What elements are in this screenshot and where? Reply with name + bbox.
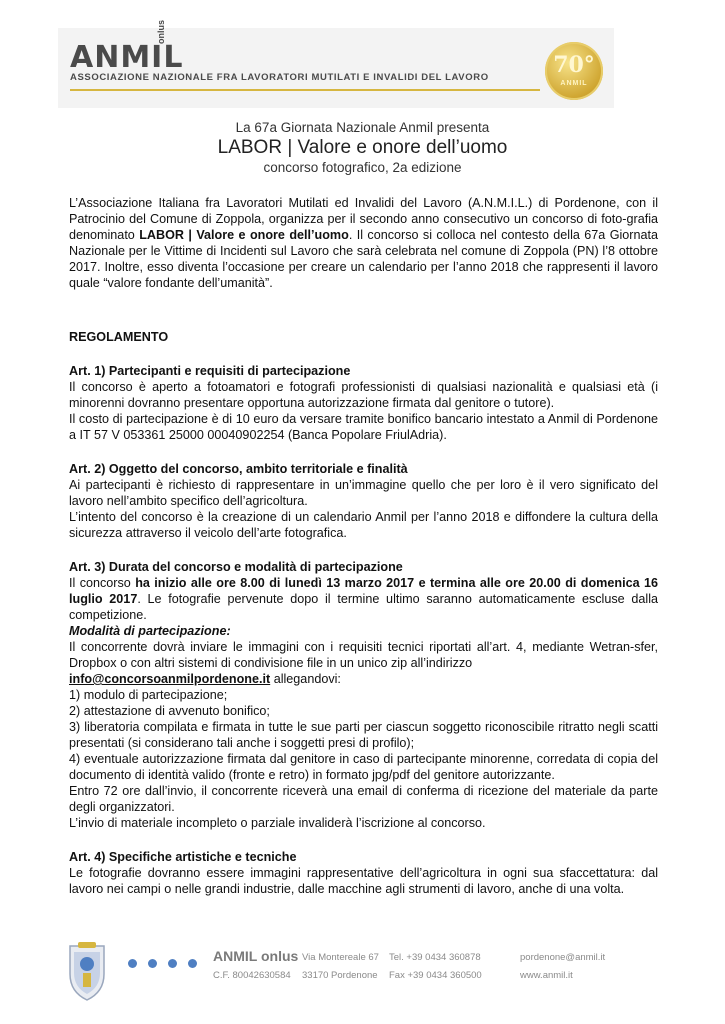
footer-dot xyxy=(148,959,157,968)
email-line xyxy=(69,671,658,687)
intro-line: La 67a Giornata Nazionale Anmil presenta xyxy=(235,120,490,135)
page-subtitle: concorso fotografico, 2a edizione xyxy=(263,160,462,175)
dates-text: ha inizio alle ore 8.00 di lunedì 13 marzo 2017 e termina alle ore 20.00 di domenica 16 luglio 2017 xyxy=(69,576,658,606)
footer-dot xyxy=(188,959,197,968)
text: L’Associazione Italiana fra Lavoratori Mutilati ed Invalidi del Lavoro (A.N.M.I.L.) di Pordenone, con il Patrocinio del Comune di Zoppola, organizza per il secondo anno consecutivo un concorso di foto-grafia denominato xyxy=(69,196,658,242)
contest-name: LABOR | Valore e onore dell’uomo xyxy=(139,228,349,242)
heading-text: Modalità di partecipazione: xyxy=(69,624,231,638)
list-item: 4) eventuale autorizzazione firmata dal genitore in caso di partecipante minorenne, corredata di copia del documento di identità valido (fronte e retro) in formato jpg/pdf del genitore autorizzante. xyxy=(69,752,658,782)
text: Il concorso xyxy=(69,576,136,590)
heading-text: REGOLAMENTO xyxy=(69,330,169,344)
incomplete-paragraph: L’invio di materiale incompleto o parziale invaliderà l’iscrizione al concorso. xyxy=(69,816,486,830)
document-body xyxy=(69,195,658,897)
footer-city: 33170 Pordenone xyxy=(302,970,378,981)
intro-paragraph xyxy=(69,195,658,291)
confirmation-paragraph: Entro 72 ore dall’invio, il concorrente riceverà una email di conferma di ricezione del materiale da parte degli organizzatori. xyxy=(69,784,658,814)
text: . Le fotografie pervenute dopo il termine ultimo saranno automaticamente escluse dalla competizione. xyxy=(69,592,658,622)
art2-paragraph-2: L’intento del concorso è la creazione di un calendario Anmil per l’anno 2018 e diffondere la cultura della sicurezza attraverso il veicolo dell’arte fotografica. xyxy=(69,510,658,540)
anmil-logo: ANMIL xyxy=(70,40,184,75)
art4-title xyxy=(69,849,658,865)
footer-dot xyxy=(128,959,137,968)
letterhead xyxy=(58,20,614,108)
footer-address: Via Montereale 67 xyxy=(302,952,379,963)
anmil-crest-icon xyxy=(66,940,108,1002)
art1-paragraph-2: Il costo di partecipazione è di 10 euro da versare tramite bonifico bancario intestato a Anmil di Pordenone a IT 57 V 053361 25000 00040902254 (Banca Popolare FriulAdria). xyxy=(69,412,658,442)
modalita-title xyxy=(69,623,658,639)
footer xyxy=(0,930,725,1024)
list-item: 2) attestazione di avvenuto bonifico; xyxy=(69,704,270,718)
badge-text: ANMIL xyxy=(560,80,588,87)
art3-paragraph xyxy=(69,575,658,623)
heading-text: Art. 2) Oggetto del concorso, ambito territoriale e finalità xyxy=(69,462,408,476)
heading-text: Art. 1) Partecipanti e requisiti di partecipazione xyxy=(69,364,351,378)
footer-dot xyxy=(168,959,177,968)
heading-text: Art. 4) Specifiche artistiche e tecniche xyxy=(69,850,297,864)
heading-text: Art. 3) Durata del concorso e modalità di partecipazione xyxy=(69,560,403,574)
text: allegandovi: xyxy=(270,672,341,686)
art1-paragraph-1: Il concorso è aperto a fotoamatori e fotografi professionisti di qualsiasi nazionalità e qualsiasi età (i minorenni dovranno presentare opportuna autorizzazione firmata dal genitore o tutore). xyxy=(69,380,658,410)
art4-paragraph: Le fotografie dovranno essere immagini rappresentative dell’agricoltura in ogni sua sfaccettatura: dal lavoro nei campi o nelle grandi industrie, dalle macchine agli strumenti di lavoro, anche di una volta. xyxy=(69,866,658,896)
modalita-paragraph: Il concorrente dovrà inviare le immagini con i requisiti tecnici riportati all’art. 4, mediante Wetran-sfer, Dropbox o con altri sistemi di condivisione file in un unico zip all’indirizzo xyxy=(69,640,658,670)
list-item: 1) modulo di partecipazione; xyxy=(69,688,228,702)
footer-tel: Tel. +39 0434 360878 xyxy=(389,952,481,963)
art1-title xyxy=(69,363,658,379)
footer-org-name: ANMIL onlus xyxy=(213,948,299,964)
footer-email-link[interactable]: pordenone@anmil.it xyxy=(520,952,606,963)
badge-number: 70° xyxy=(553,52,595,78)
footer-website-link[interactable]: www.anmil.it xyxy=(520,970,573,981)
intro-block xyxy=(0,120,725,176)
association-name: ASSOCIAZIONE NAZIONALE FRA LAVORATORI MUTILATI E INVALIDI DEL LAVORO xyxy=(70,72,489,83)
footer-cf: C.F. 80042630584 xyxy=(213,970,291,981)
text: . Il concorso si colloca nel contesto della 67a Giornata Nazionale per le Vittime di Incidenti sul Lavoro che sarà celebrata nel comune di Zoppola (PN) l’8 ottobre 2017. Inoltre, esso diventa l’occasione per creare un calendario per l’anno 2018 che rappresenti il lavoro quale “valore fondante dell’umanità”. xyxy=(69,228,658,290)
gold-rule xyxy=(70,89,540,91)
logo-onlus: onlus xyxy=(156,20,166,44)
page-title: LABOR | Valore e onore dell’uomo xyxy=(217,137,508,158)
list-item: 3) liberatoria compilata e firmata in tutte le sue parti per ciascun soggetto riconoscibile ritratto negli scatti presentati (si considerano tali anche i soggetti presi di profilo); xyxy=(69,720,658,750)
contest-email-link[interactable]: info@concorsoanmilpordenone.it xyxy=(69,672,271,686)
art2-paragraph-1: Ai partecipanti è richiesto di rappresentare in un’immagine quello che per loro è il vero significato del lavoro nell’ambito specifico dell’agricoltura. xyxy=(69,478,658,508)
art2-title xyxy=(69,461,658,477)
section-heading-regolamento xyxy=(69,329,658,345)
art3-title xyxy=(69,559,658,575)
footer-fax: Fax +39 0434 360500 xyxy=(389,970,482,981)
anniversary-badge-icon xyxy=(545,42,603,100)
